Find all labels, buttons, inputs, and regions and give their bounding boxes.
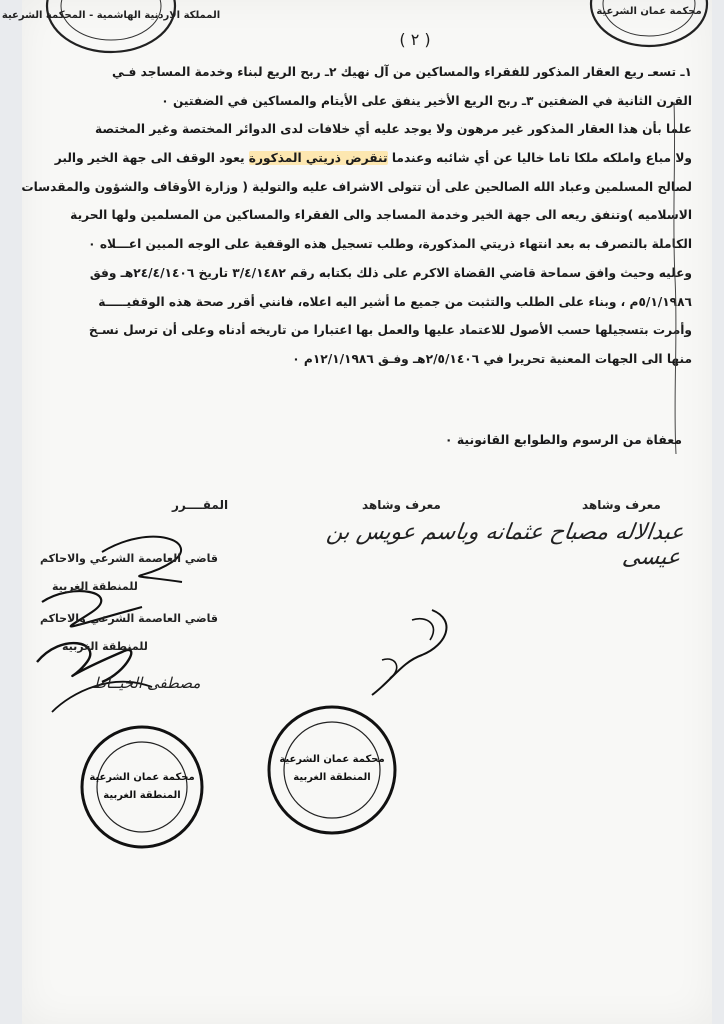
body-line: ١ـ تسعـ ريع العقار المذكور للفقراء والمساكين من آل نهيك ٢ـ ربح الريع لبناء وخدمة المساجد فـي bbox=[111, 65, 692, 79]
witness-label-1: معرف وشاهد bbox=[362, 498, 441, 512]
body-line: القرن الثانية في الضفتين ٣ـ ربح الريع الأخير ينفق على الأيتام والمساكين في الضفتين ٠ bbox=[161, 93, 692, 108]
seal-bottom-right bbox=[262, 700, 402, 840]
seal-top-right bbox=[587, 0, 712, 66]
witness-signature-scribble bbox=[352, 600, 462, 710]
seal-bottom-left bbox=[77, 722, 207, 852]
document-page bbox=[1, 0, 712, 1024]
body-line: علما بأن هذا العقار المذكور غير مرهون ولا يوجد عليه أي خلافات لدى الدوائر المختصة وغير المختصة bbox=[94, 122, 692, 137]
body-line: وعليه وحيث وافق سماحة قاضي القضاة الاكرم على ذلك بكتابه رقم ٣/٤/١٤٨٢ تاريخ ٢٤/٤/١٤٠٦هـ وفق bbox=[89, 265, 692, 280]
body-line: منها الى الجهات المعنية تحريرا في ٢/٥/١٤٠٦هـ وفـق ١٢/١/١٩٨٦م ٠ bbox=[292, 351, 692, 366]
exemption-note: معفاة من الرسوم والطوابع القانونية ٠ bbox=[444, 432, 682, 447]
body-line: ٥/١/١٩٨٦م ، وبناء على الطلب والتثبت من جميع ما أشير اليه اعلاه، فانني أقرر صحة هذه الوقفيـــــة bbox=[98, 294, 692, 309]
judge-title-2: قاضي العاصمة الشرعي والاحاكم bbox=[40, 612, 218, 625]
seal-top-left-text: المملكة الاردنية الهاشمية - المحكمة الشرعية bbox=[1, 10, 221, 21]
svg-text:المنطقة الغربية: المنطقة الغربية bbox=[103, 790, 181, 801]
judge-title-1: قاضي العاصمة الشرعي والاحاكم bbox=[40, 552, 218, 565]
seal-top-right-text: محكمة عمان الشرعية bbox=[596, 6, 702, 17]
body-line-start: ولا مباع واملكه ملكا تاما خاليا عن أي شائبه وعندما bbox=[387, 151, 692, 166]
judge-region-1: للمنطقة الغربية bbox=[52, 580, 138, 593]
document-body bbox=[21, 58, 692, 374]
svg-text:المنطقة الغربية: المنطقة الغربية bbox=[293, 772, 371, 783]
svg-text:محكمة عمان الشرعية: محكمة عمان الشرعية bbox=[89, 772, 195, 783]
page-number: ( ٢ ) bbox=[399, 30, 431, 49]
seal-top-left bbox=[1, 0, 221, 66]
decider-label: المقــــرر bbox=[172, 498, 229, 512]
witness-signatures: عبدالاله مصباح عثمانه وباسم عويس بن عيسى bbox=[324, 520, 686, 570]
margin-mark bbox=[662, 98, 692, 458]
witness-label-2: معرف وشاهد bbox=[582, 498, 661, 512]
judge-region-2: للمنطقة الغربية bbox=[62, 640, 148, 653]
body-line: الاسلاميه )وتنفق ريعه الى جهة الخير وخدمة المساجد والى الفقراء والمساكين من المسلمين ولها الحرية bbox=[70, 208, 692, 223]
body-line: الكاملة بالتصرف به بعد انتهاء ذريتي المذكورة، وطلب تسجيل هذه الوقفية على الوجه المبين اعـــلاه ٠ bbox=[88, 237, 692, 252]
highlighted-phrase: تنقرض ذريتي المذكورة bbox=[248, 151, 388, 166]
svg-text:محكمة عمان الشرعية: محكمة عمان الشرعية bbox=[279, 754, 385, 765]
body-line-tail: يعود الوقف الى جهة الخير والبر bbox=[54, 151, 249, 166]
body-line-with-highlight bbox=[54, 144, 692, 173]
judge-name: مصطفى الخيــاط bbox=[92, 674, 201, 692]
body-line: لصالح المسلمين وعباد الله الصالحين على أن تتولى الاشراف عليه والتولية ( وزارة الأوقاف والشؤون والمقدسات bbox=[21, 179, 692, 194]
body-line: وأمرت بتسجيلها حسب الأصول للاعتماد عليها والعمل بها اعتبارا من تاريخه أدناه وعلى أن ترسل نسـخ bbox=[88, 323, 692, 338]
